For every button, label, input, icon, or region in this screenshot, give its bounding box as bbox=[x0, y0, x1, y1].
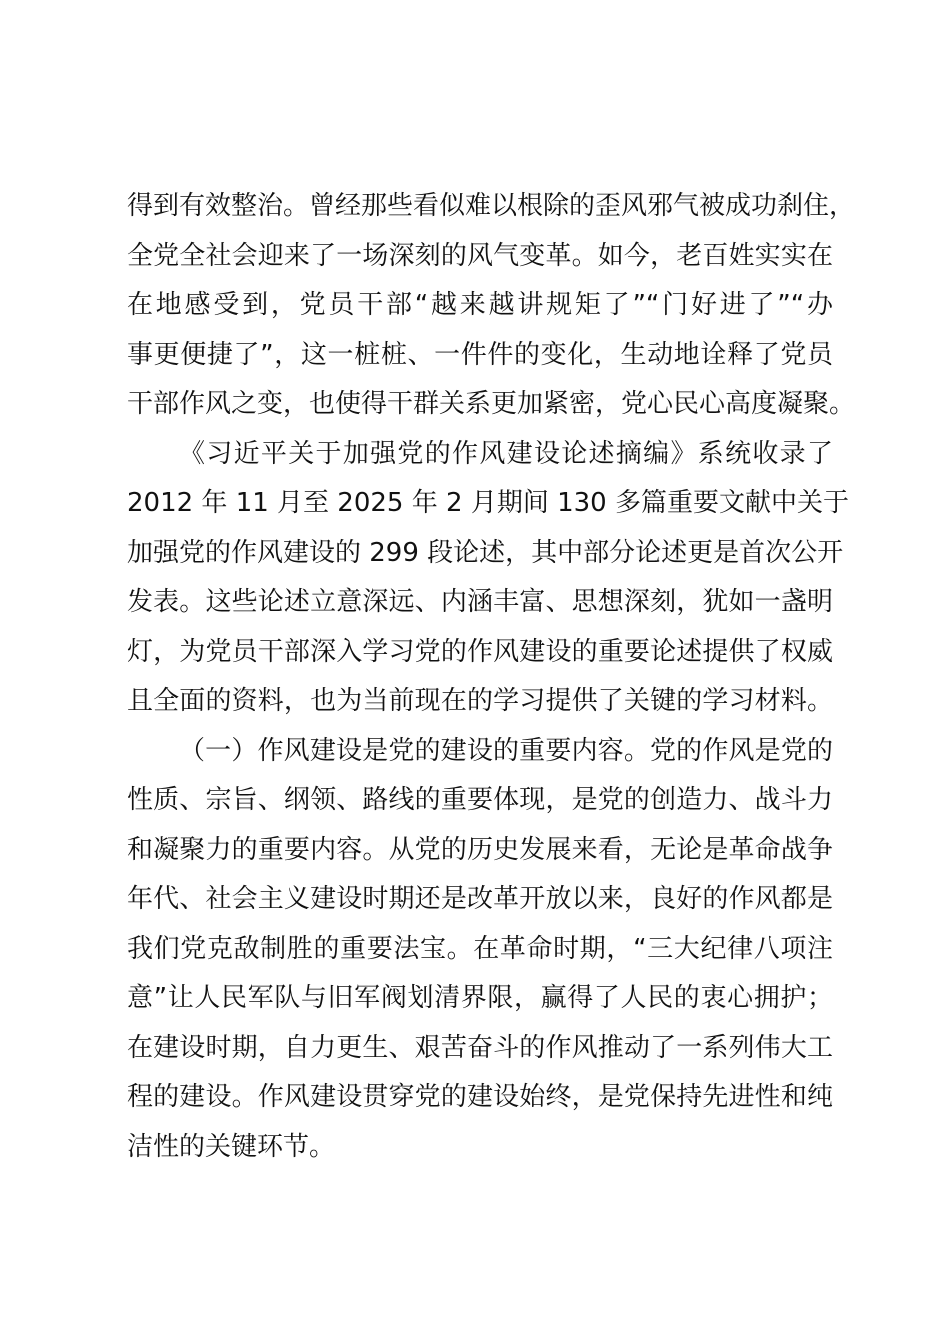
text-line: 性质、宗旨、纲领、路线的重要体现，是党的创造力、战斗力 bbox=[127, 785, 833, 815]
text-line: 我们党克敌制胜的重要法宝。在革命时期，“三大纪律八项注 bbox=[127, 933, 833, 964]
text-line: 全党全社会迎来了一场深刻的风气变革。如今，老百姓实实在 bbox=[127, 240, 833, 271]
paragraph-3 bbox=[127, 727, 833, 1173]
text-line: 洁性的关键环节。 bbox=[127, 1131, 336, 1162]
text-line: 发表。这些论述立意深远、内涵丰富、思想深刻，犹如一盏明 bbox=[127, 587, 833, 617]
text-line: 在地感受到，党员干部“越来越讲规矩了”“门好进了”“办 bbox=[127, 290, 833, 320]
text-line: 2012 年 11 月至 2025 年 2 月期间 130 多篇重要文献中关于 bbox=[127, 488, 849, 518]
body-text bbox=[127, 182, 856, 1172]
text-line: 在建设时期，自力更生、艰苦奋斗的作风推动了一系列伟大工 bbox=[127, 1032, 833, 1063]
text-line: 《习近平关于加强党的作风建设论述摘编》系统收录了 bbox=[179, 438, 833, 469]
paragraph-1 bbox=[127, 182, 856, 430]
text-line: 程的建设。作风建设贯穿党的建设始终，是党保持先进性和纯 bbox=[127, 1082, 833, 1112]
text-line: 加强党的作风建设的 299 段论述，其中部分论述更是首次公开 bbox=[127, 537, 844, 568]
text-line: 意”让人民军队与旧军阀划清界限，赢得了人民的衷心拥护； bbox=[127, 983, 833, 1013]
text-line: 干部作风之变，也使得干群关系更加紧密，党心民心高度凝聚。 bbox=[127, 389, 856, 419]
text-line: （一）作风建设是党的建设的重要内容。党的作风是党的 bbox=[179, 735, 833, 766]
paragraph-2 bbox=[127, 430, 849, 727]
text-line: 年代、社会主义建设时期还是改革开放以来，良好的作风都是 bbox=[127, 884, 833, 914]
text-line: 得到有效整治。曾经那些看似难以根除的歪风邪气被成功刹住， bbox=[127, 191, 856, 221]
text-line: 事更便捷了”，这一桩桩、一件件的变化，生动地诠释了党员 bbox=[127, 339, 833, 370]
text-line: 灯，为党员干部深入学习党的作风建设的重要论述提供了权威 bbox=[127, 636, 833, 667]
text-line: 和凝聚力的重要内容。从党的历史发展来看，无论是革命战争 bbox=[127, 834, 833, 865]
text-line: 且全面的资料，也为当前现在的学习提供了关键的学习材料。 bbox=[127, 686, 833, 716]
